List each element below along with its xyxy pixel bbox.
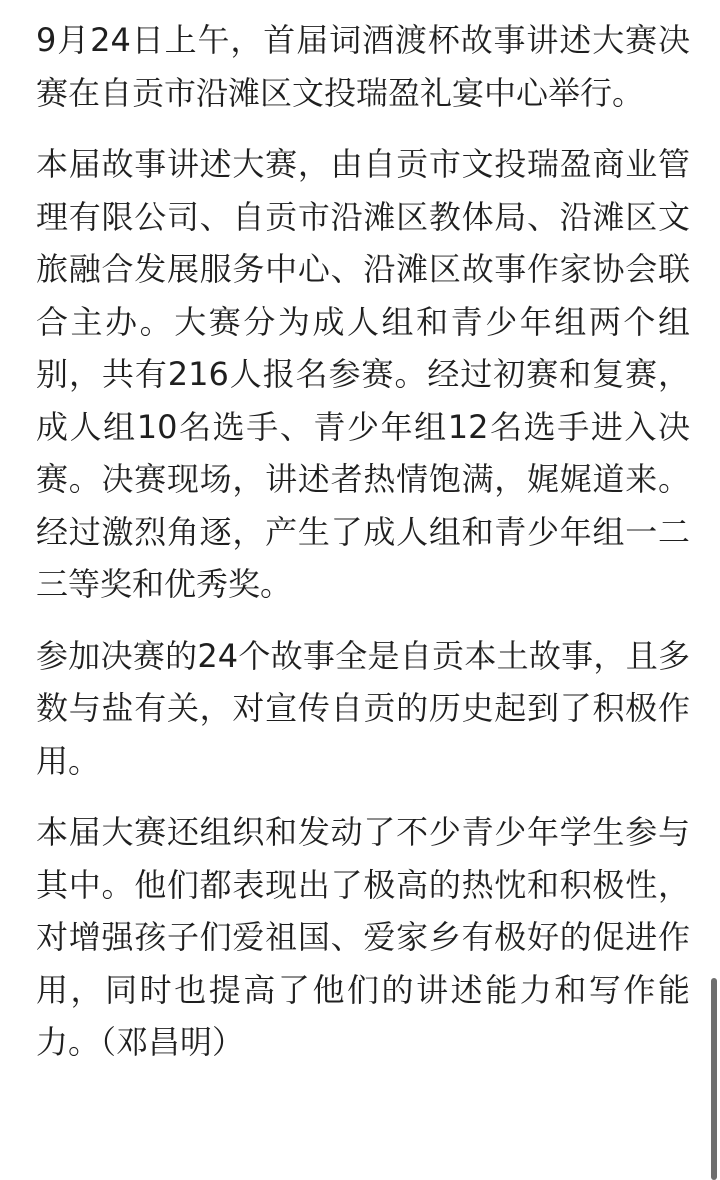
article-paragraph-3: 参加决赛的24个故事全是自贡本土故事，且多数与盐有关，对宣传自贡的历史起到了积极作用。 (36, 636, 690, 780)
article-paragraph-1: 9月24日上午，首届词酒渡杯故事讲述大赛决赛在自贡市沿滩区文投瑞盈礼宴中心举行。 (36, 21, 690, 112)
article-paragraph-2: 本届故事讲述大赛，由自贡市文投瑞盈商业管理有限公司、自贡市沿滩区教体局、沿滩区文旅融合发展服务中心、沿滩区故事作家协会联合主办。大赛分为成人组和青少年组两个组别，共有216人报名参赛。经过初赛和复赛，成人组10名选手、青少年组12名选手进入决赛。决赛现场，讲述者热情饱满，娓娓道来。经过激烈角逐，产生了成人组和青少年组一二三等奖和优秀奖。 (36, 145, 690, 603)
vertical-scrollbar[interactable] (711, 978, 717, 1180)
article-paragraph-4: 本届大赛还组织和发动了不少青少年学生参与其中。他们都表现出了极高的热忱和积极性，对增强孩子们爱祖国、爱家乡有极好的促进作用，同时也提高了他们的讲述能力和写作能力。（邓昌明） (36, 813, 690, 1061)
article-body (36, 14, 690, 1069)
